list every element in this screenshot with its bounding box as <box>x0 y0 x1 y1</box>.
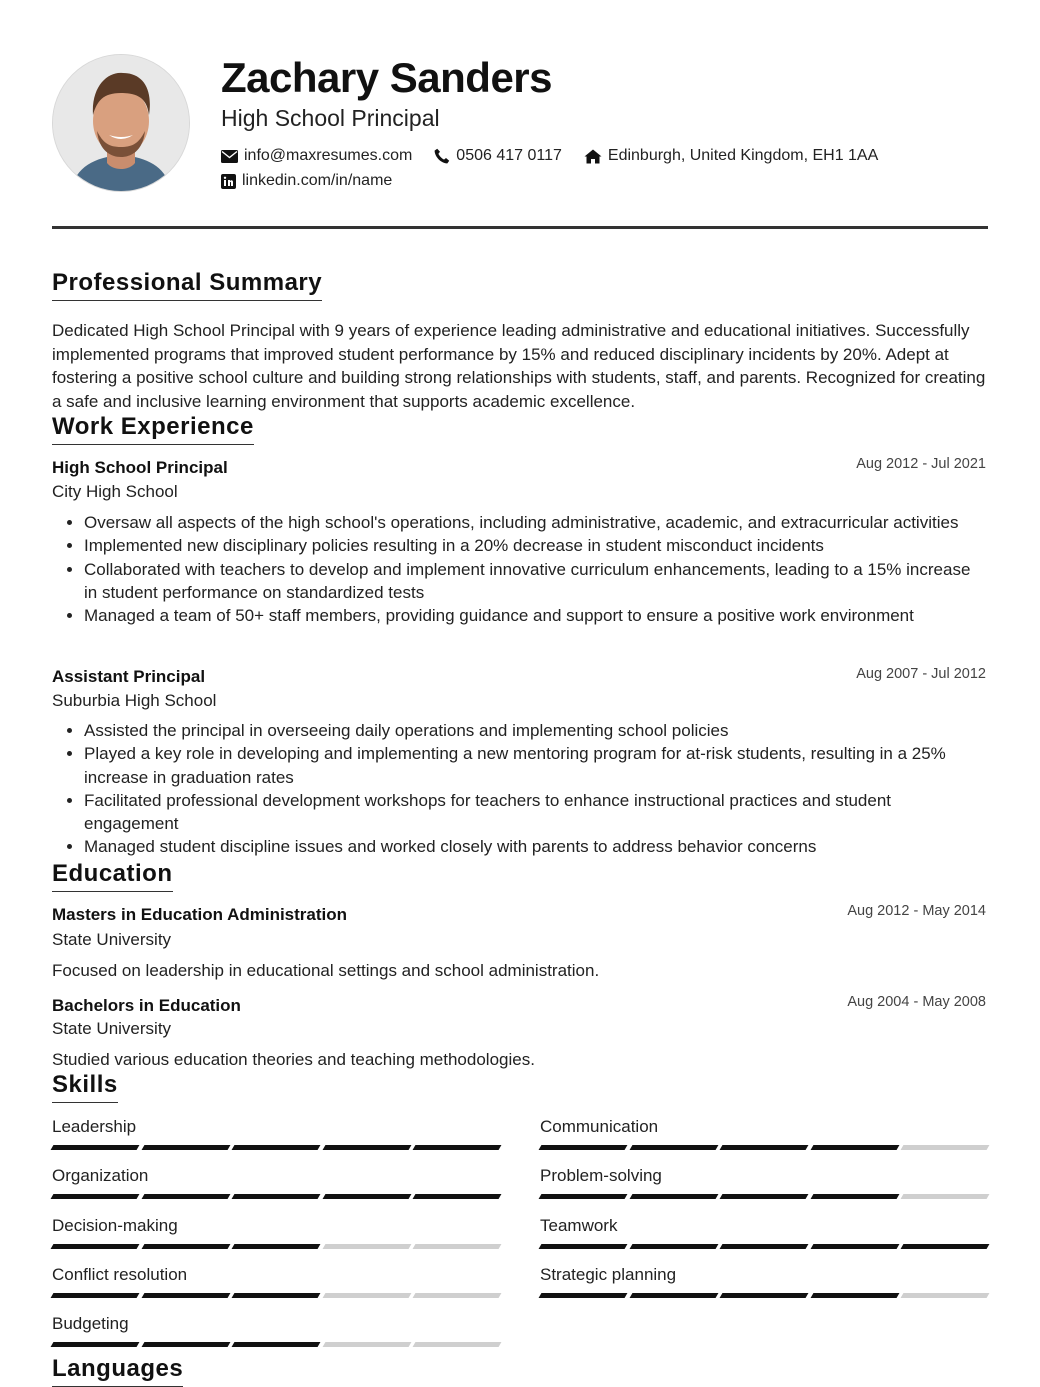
candidate-name: Zachary Sanders <box>221 54 553 101</box>
skill-level-segment <box>629 1293 717 1298</box>
skill-name: Organization <box>52 1166 149 1186</box>
skill-item <box>540 1215 988 1249</box>
skill-level-segment <box>720 1194 808 1199</box>
job-bullets <box>52 511 988 627</box>
skill-level-segment <box>141 1145 229 1150</box>
contact-info <box>221 145 900 195</box>
skill-name: Budgeting <box>52 1314 129 1334</box>
skill-item <box>540 1165 988 1199</box>
skill-level-segment <box>322 1342 410 1347</box>
skill-level-segment <box>413 1244 501 1249</box>
skill-name: Strategic planning <box>540 1264 677 1284</box>
skill-level-bar <box>540 1145 988 1150</box>
job-dates: Aug 2007 - Jul 2012 <box>856 666 986 682</box>
skill-level-segment <box>141 1293 229 1298</box>
skill-level-segment <box>141 1194 229 1199</box>
education-heading: Education <box>52 859 173 892</box>
email-contact[interactable] <box>221 147 412 165</box>
skill-item <box>52 1165 500 1199</box>
skill-item <box>540 1264 988 1298</box>
skill-level-segment <box>720 1244 808 1249</box>
skill-name: Problem-solving <box>540 1166 662 1186</box>
skill-level-segment <box>629 1194 717 1199</box>
skill-level-segment <box>720 1145 808 1150</box>
skill-level-segment <box>232 1145 320 1150</box>
skill-level-segment <box>322 1145 410 1150</box>
skill-level-bar <box>52 1244 500 1249</box>
skill-level-bar <box>540 1293 988 1298</box>
skill-level-segment <box>539 1194 627 1199</box>
skill-level-segment <box>232 1244 320 1249</box>
bullet-item: • Managed student discipline issues and worked closely with parents to address behavior concerns <box>84 835 988 858</box>
email-text: info@maxresumes.com <box>244 147 413 164</box>
skill-level-segment <box>232 1194 320 1199</box>
skill-level-segment <box>810 1194 898 1199</box>
job-organization: City High School <box>52 482 178 501</box>
languages-heading: Languages <box>52 1354 183 1387</box>
skill-level-segment <box>810 1145 898 1150</box>
degree-title: Bachelors in Education <box>52 996 241 1015</box>
skill-level-segment <box>539 1244 627 1249</box>
skill-level-segment <box>141 1342 229 1347</box>
job-dates: Aug 2012 - Jul 2021 <box>856 456 986 472</box>
work-heading: Work Experience <box>52 412 254 445</box>
skill-level-segment <box>629 1145 717 1150</box>
skill-level-segment <box>413 1342 501 1347</box>
job-title: Assistant Principal <box>52 667 206 686</box>
phone-icon <box>434 148 450 164</box>
skill-item <box>540 1116 988 1150</box>
job-bullets <box>52 719 988 859</box>
skill-name: Leadership <box>52 1117 137 1136</box>
degree-description: Focused on leadership in educational settings and school administration. <box>52 961 600 980</box>
job-organization: Suburbia High School <box>52 691 217 710</box>
phone-contact[interactable] <box>434 147 562 165</box>
skill-level-segment <box>51 1194 139 1199</box>
skill-level-segment <box>901 1194 989 1199</box>
skill-name: Teamwork <box>540 1215 618 1235</box>
degree-dates: Aug 2004 - May 2008 <box>847 994 986 1010</box>
skill-level-bar <box>52 1342 500 1347</box>
location-contact <box>584 147 878 165</box>
skill-level-segment <box>51 1244 139 1249</box>
degree-title: Masters in Education Administration <box>52 905 348 924</box>
degree-description: Studied various education theories and teaching methodologies. <box>52 1050 535 1069</box>
skills-heading: Skills <box>52 1070 118 1103</box>
skill-level-segment <box>322 1194 410 1199</box>
skill-item <box>52 1215 500 1249</box>
skill-level-segment <box>232 1342 320 1347</box>
skill-level-segment <box>51 1145 139 1150</box>
linkedin-icon <box>221 174 236 189</box>
skill-level-segment <box>629 1244 717 1249</box>
bullet-item: • Collaborated with teachers to develop and implement innovative curriculum enhancements, leading to a 15% increase in student performance on standardized tests <box>84 558 988 605</box>
skill-item <box>52 1116 500 1150</box>
skill-name: Decision-making <box>52 1215 178 1235</box>
degree-dates: Aug 2012 - May 2014 <box>847 903 986 919</box>
bullet-item: • Assisted the principal in overseeing daily operations and implementing school policies <box>84 719 988 742</box>
school-name: State University <box>52 930 172 949</box>
skill-level-segment <box>539 1293 627 1298</box>
candidate-title: High School Principal <box>221 105 440 131</box>
skill-name: Communication <box>540 1117 659 1136</box>
location-text: Edinburgh, United Kingdom, EH1 1AA <box>607 147 879 164</box>
header-divider <box>52 226 988 229</box>
job-title: High School Principal <box>52 458 228 477</box>
skill-name: Conflict resolution <box>52 1264 188 1284</box>
skill-level-bar <box>52 1145 500 1150</box>
bullet-item: • Played a key role in developing and implementing a new mentoring program for at-risk students, resulting in a 25% increase in graduation rates <box>84 742 988 789</box>
skill-level-bar <box>52 1293 500 1298</box>
skill-level-segment <box>901 1244 989 1249</box>
linkedin-contact[interactable] <box>221 172 392 190</box>
skill-level-segment <box>539 1145 627 1150</box>
bullet-item: • Facilitated professional development workshops for teachers to enhance instructional practices and student engagement <box>84 789 988 836</box>
skill-level-segment <box>810 1293 898 1298</box>
bullet-item: • Managed a team of 50+ staff members, providing guidance and support to ensure a positive work environment <box>84 604 988 627</box>
skill-level-bar <box>52 1194 500 1199</box>
skill-level-segment <box>413 1293 501 1298</box>
home-icon <box>584 149 602 164</box>
school-name: State University <box>52 1019 172 1038</box>
profile-photo <box>52 54 190 192</box>
skill-level-segment <box>901 1293 989 1298</box>
bullet-item: • Implemented new disciplinary policies resulting in a 20% decrease in student misconduct incidents <box>84 534 988 557</box>
skill-level-bar <box>540 1194 988 1199</box>
skill-level-segment <box>232 1293 320 1298</box>
resume-header <box>52 54 988 194</box>
linkedin-text: linkedin.com/in/name <box>242 172 393 189</box>
skill-level-segment <box>413 1194 501 1199</box>
skill-level-segment <box>141 1244 229 1249</box>
skill-level-segment <box>51 1342 139 1347</box>
skill-level-segment <box>413 1145 501 1150</box>
skill-level-segment <box>720 1293 808 1298</box>
skill-level-segment <box>810 1244 898 1249</box>
envelope-icon <box>221 150 238 163</box>
skill-level-segment <box>322 1293 410 1298</box>
summary-text: Dedicated High School Principal with 9 years of experience leading administrative and educational initiatives. Successfully implemented programs that improved student performance by 15% and reduced disciplinary incidents by 20%. Adept at fostering a positive school culture and building strong relationships with students, staff, and parents. Recognized for creating a safe and inclusive learning environment that supports academic excellence. <box>52 321 986 411</box>
skill-item <box>52 1264 500 1298</box>
skill-level-bar <box>540 1244 988 1249</box>
skill-level-segment <box>51 1293 139 1298</box>
summary-heading: Professional Summary <box>52 268 322 301</box>
skill-level-segment <box>901 1145 989 1150</box>
phone-text: 0506 417 0117 <box>456 147 562 164</box>
bullet-item: • Oversaw all aspects of the high school's operations, including administrative, academic, and extracurricular activities <box>84 511 988 534</box>
skill-level-segment <box>322 1244 410 1249</box>
skill-item <box>52 1313 500 1347</box>
